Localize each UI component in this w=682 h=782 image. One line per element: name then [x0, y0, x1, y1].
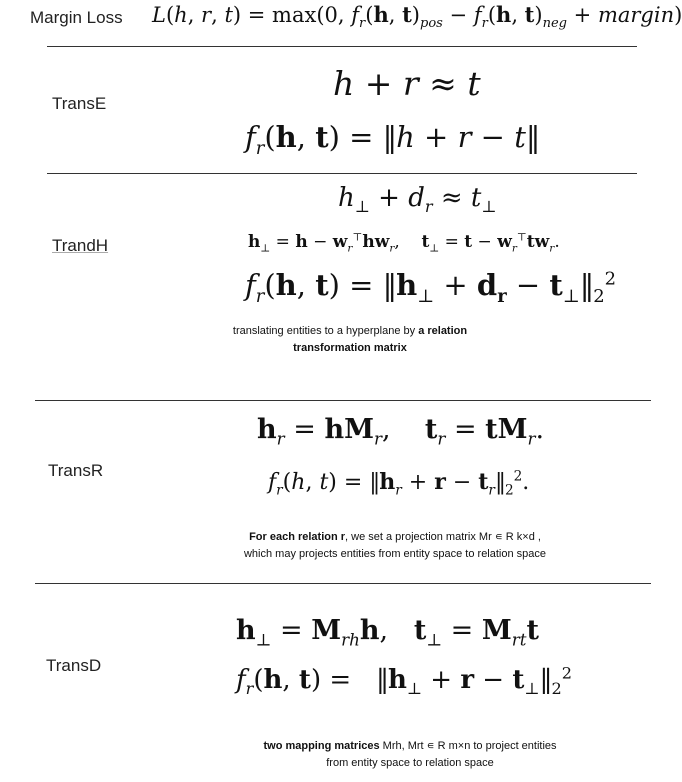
trandh-note: translating entities to a hyperplane by a relation transformation matrix	[232, 325, 468, 354]
row-label-transr: TransR	[48, 461, 104, 480]
divider-header	[47, 46, 637, 47]
transr-formula-1: $h_r = hM_r$, $t_r = tM_r$.	[257, 414, 545, 449]
transe-formula-2: $f_r(h$, t) = ‖h + r − t‖	[245, 120, 540, 159]
row-label-trandh: TrandH	[52, 236, 109, 255]
transd-formula-2: $f_r(h$, $t) = ‖h_\perp + r$ − $t_\perp‖_2^2$	[236, 663, 573, 699]
row-label-transe: TransE	[52, 94, 107, 113]
margin-loss-label: Margin Loss	[30, 8, 123, 27]
row-label-transd: TransD	[46, 656, 102, 675]
divider-transe	[47, 173, 637, 174]
trandh-formula-3: $f_r(h$, $t) = ‖h_\perp + d_r$ − $t_\perp‖_2^2$	[245, 268, 617, 307]
margin-loss-formula: L(h, r, t) = max(0, $f_r(h$, $t)_{pos} - f_r(h$, $t)_{neg}$ + margin)	[152, 2, 682, 32]
transd-note: two mapping matrices Mrh, Mrt ∊ R m×n to project entities from entity space to relation space	[263, 740, 557, 769]
transe-formula-1: h + r ≈ t	[333, 64, 481, 103]
transd-formula-1: $h_\perp = M_{rh}h$, $t_\perp = M_{rt}t$	[236, 615, 539, 650]
trandh-formula-2: $h_\perp = h - w_r^⊤hw_r$, $t_\perp = t - w_r^⊤tw_r$.	[248, 231, 560, 255]
transr-note: For each relation r, we set a projection matrix Mr ∊ R k×d , which may projects entities from entity space to relation space	[243, 531, 547, 560]
divider-trandh	[35, 400, 651, 401]
trandh-formula-1: $h_\perp + d_r \approx t_\perp$	[338, 183, 497, 217]
divider-transr	[35, 583, 651, 584]
transr-formula-2: $f_r(h$, $t) = ‖h_r + r$ − $t_r‖_2^2$.	[268, 468, 530, 499]
